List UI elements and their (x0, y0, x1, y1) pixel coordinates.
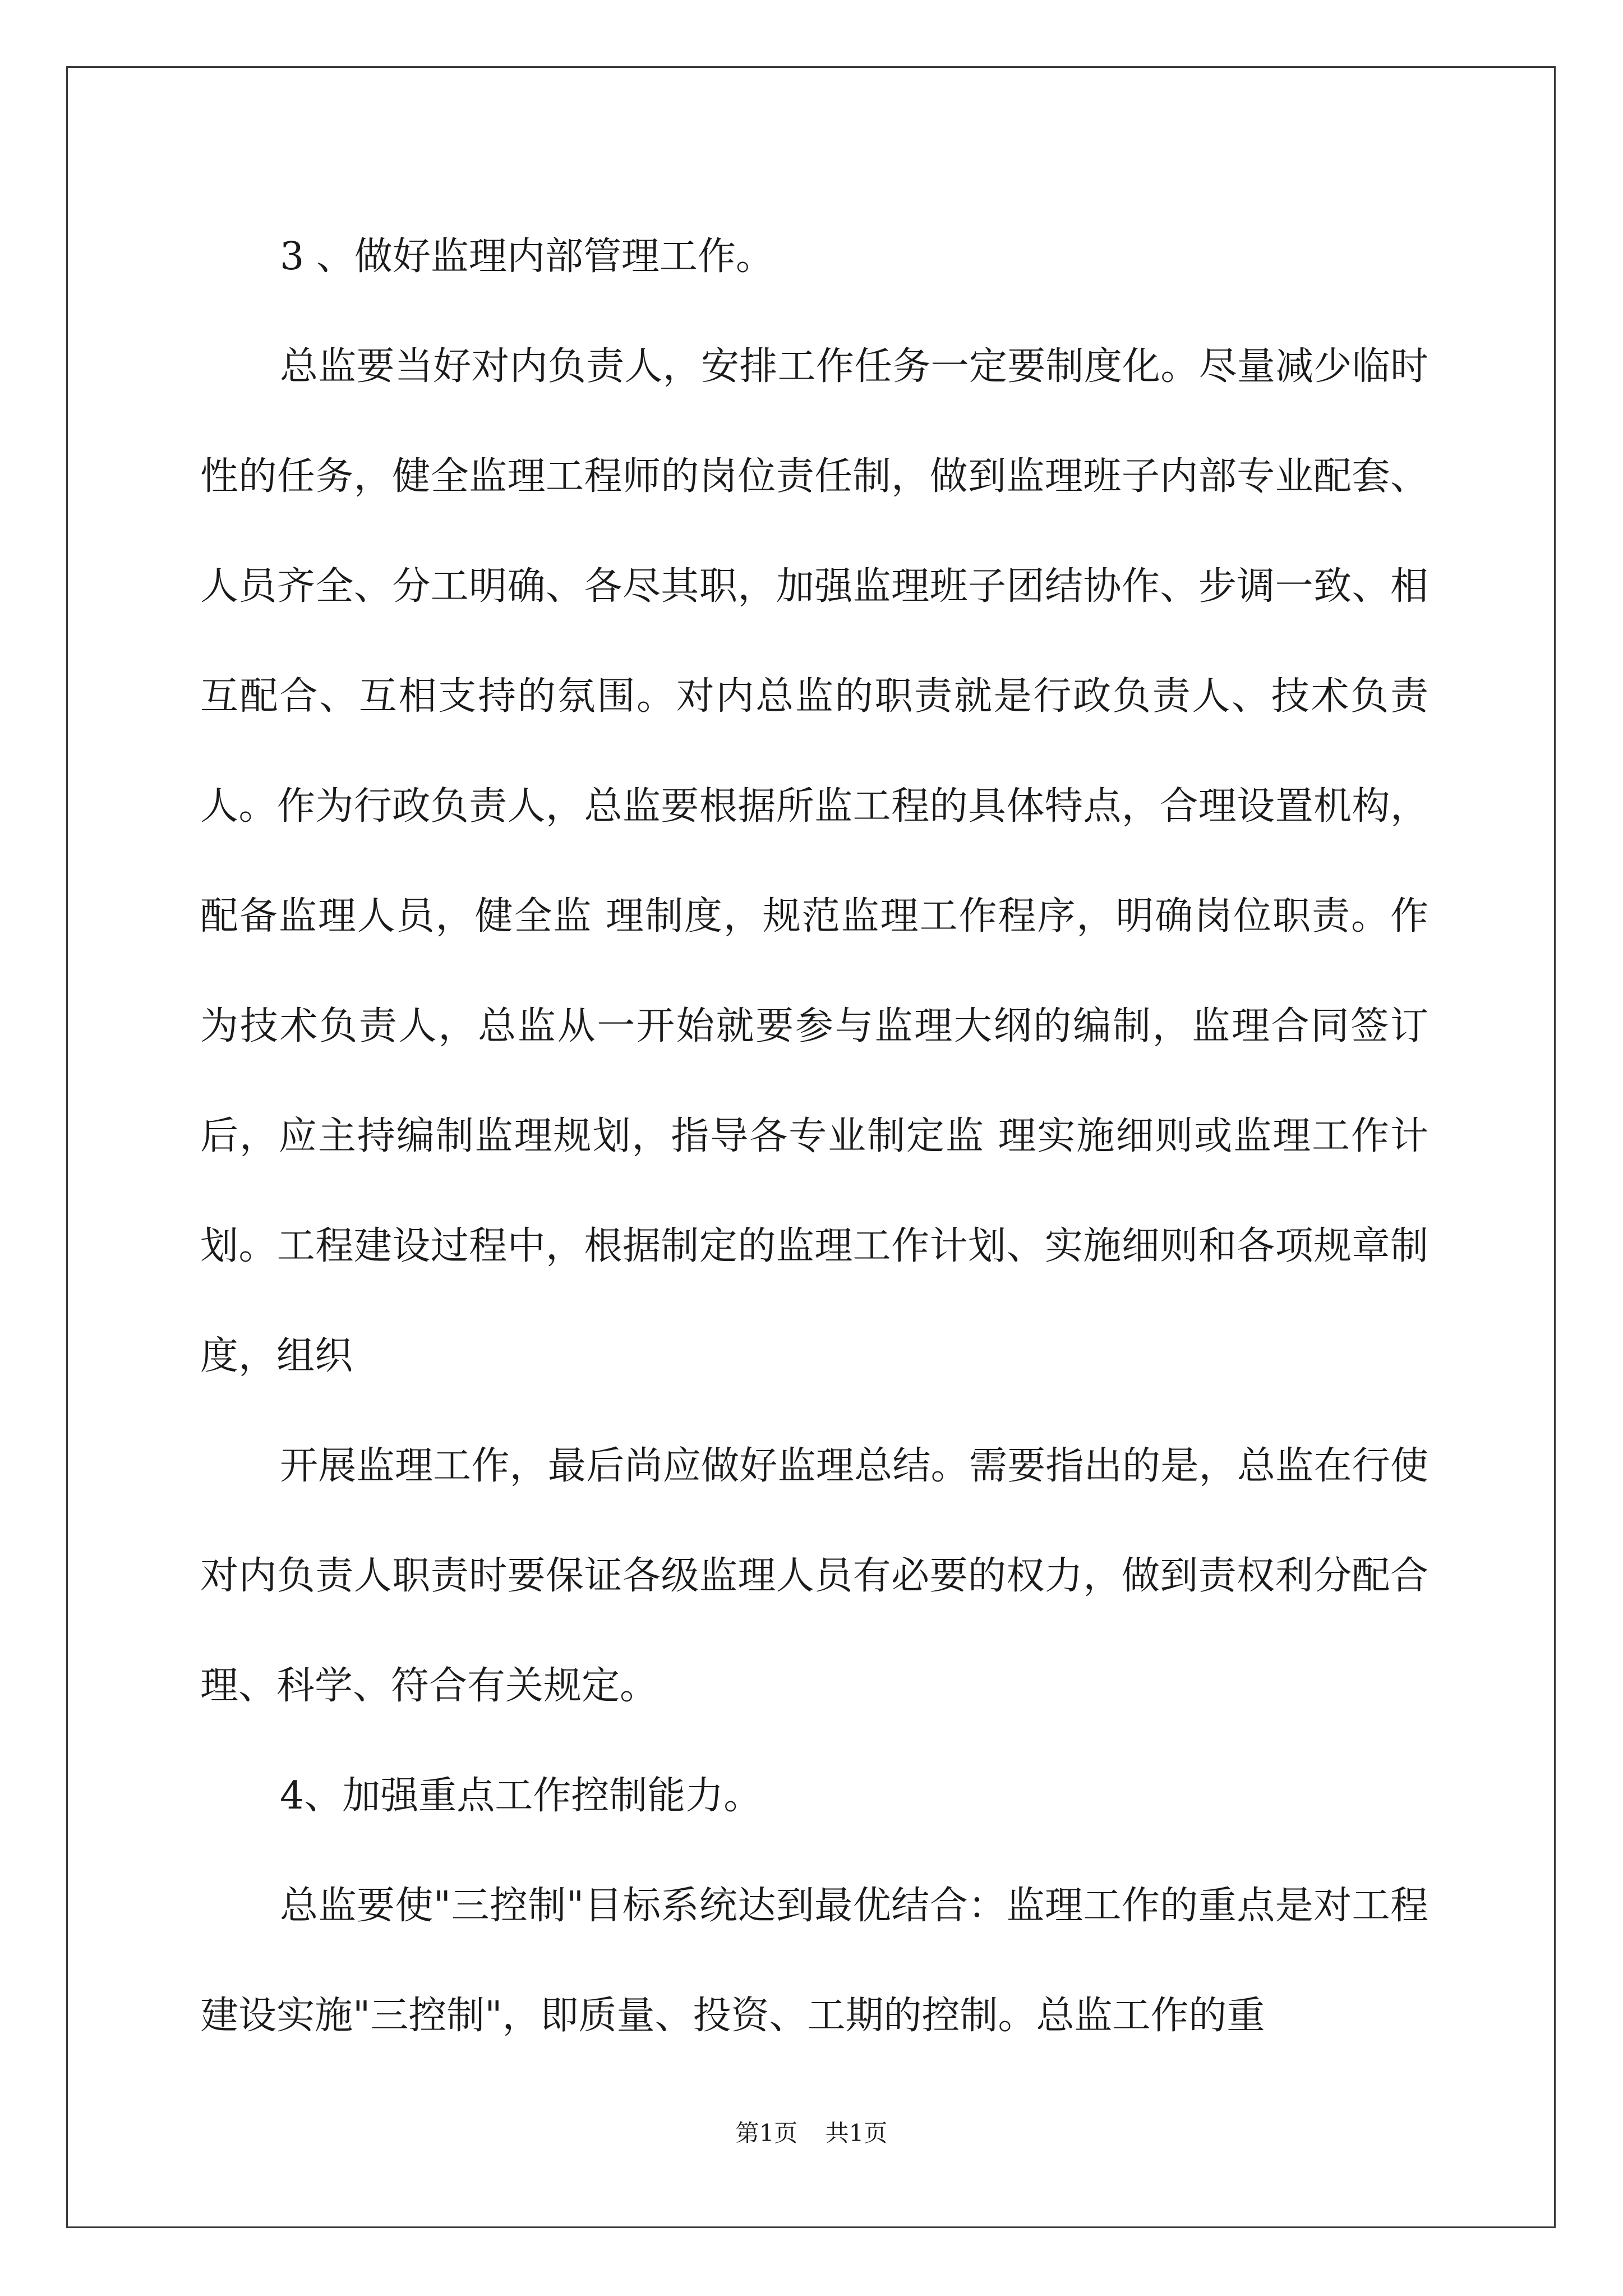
paragraph-supervision-work: 开展监理工作，最后尚应做好监理总结。需要指出的是，总监在行使对内负责人职责时要保证各级监理人员有必要的权力，做到责权利分配合理、科学、符合有关规定。 (200, 1444, 1428, 1708)
paragraph-director-responsibility: 总监要当好对内负责人，安排工作任务一定要制度化。尽量减少临时性的任务，健全监理工程师的岗位责任制，做到监理班子内部专业配套、人员齐全、分工明确、各尽其职，加强监理班子团结协作、步调一致、相互配合、互相支持的氛围。对内总监的职责就是行政负责人、技术负责人。作为行政负责人，总监要根据所监工程的具体特点，合理设置机构，配备监理人员，健全监 理制度，规范监理工作程序，明确岗位职责。作为技术负责人，总监从一开始就要参与监理大纲的编制，监理合同签订后，应主持编制监理规划，指导各专业制定监 理实施细则或监理工作计划。工程建设过程中，根据制定的监理工作计划、实施细则和各项规章制度，组织 (200, 344, 1428, 1378)
paragraph-three-controls: 总监要使"三控制"目标系统达到最优结合：监理工作的重点是对工程建设实施"三控制"，即质量、投资、工期的控制。总监工作的重 (200, 1884, 1428, 2038)
paragraph-section-3-heading: 3 、做好监理内部管理工作。 (280, 234, 774, 279)
paragraph-section-4-heading: 4、加强重点工作控制能力。 (280, 1774, 762, 1818)
page-footer (0, 2115, 1623, 2148)
document-body (200, 202, 1428, 2071)
page-number-current: 第1页 (735, 2119, 798, 2147)
page-number-total: 共1页 (825, 2119, 888, 2147)
